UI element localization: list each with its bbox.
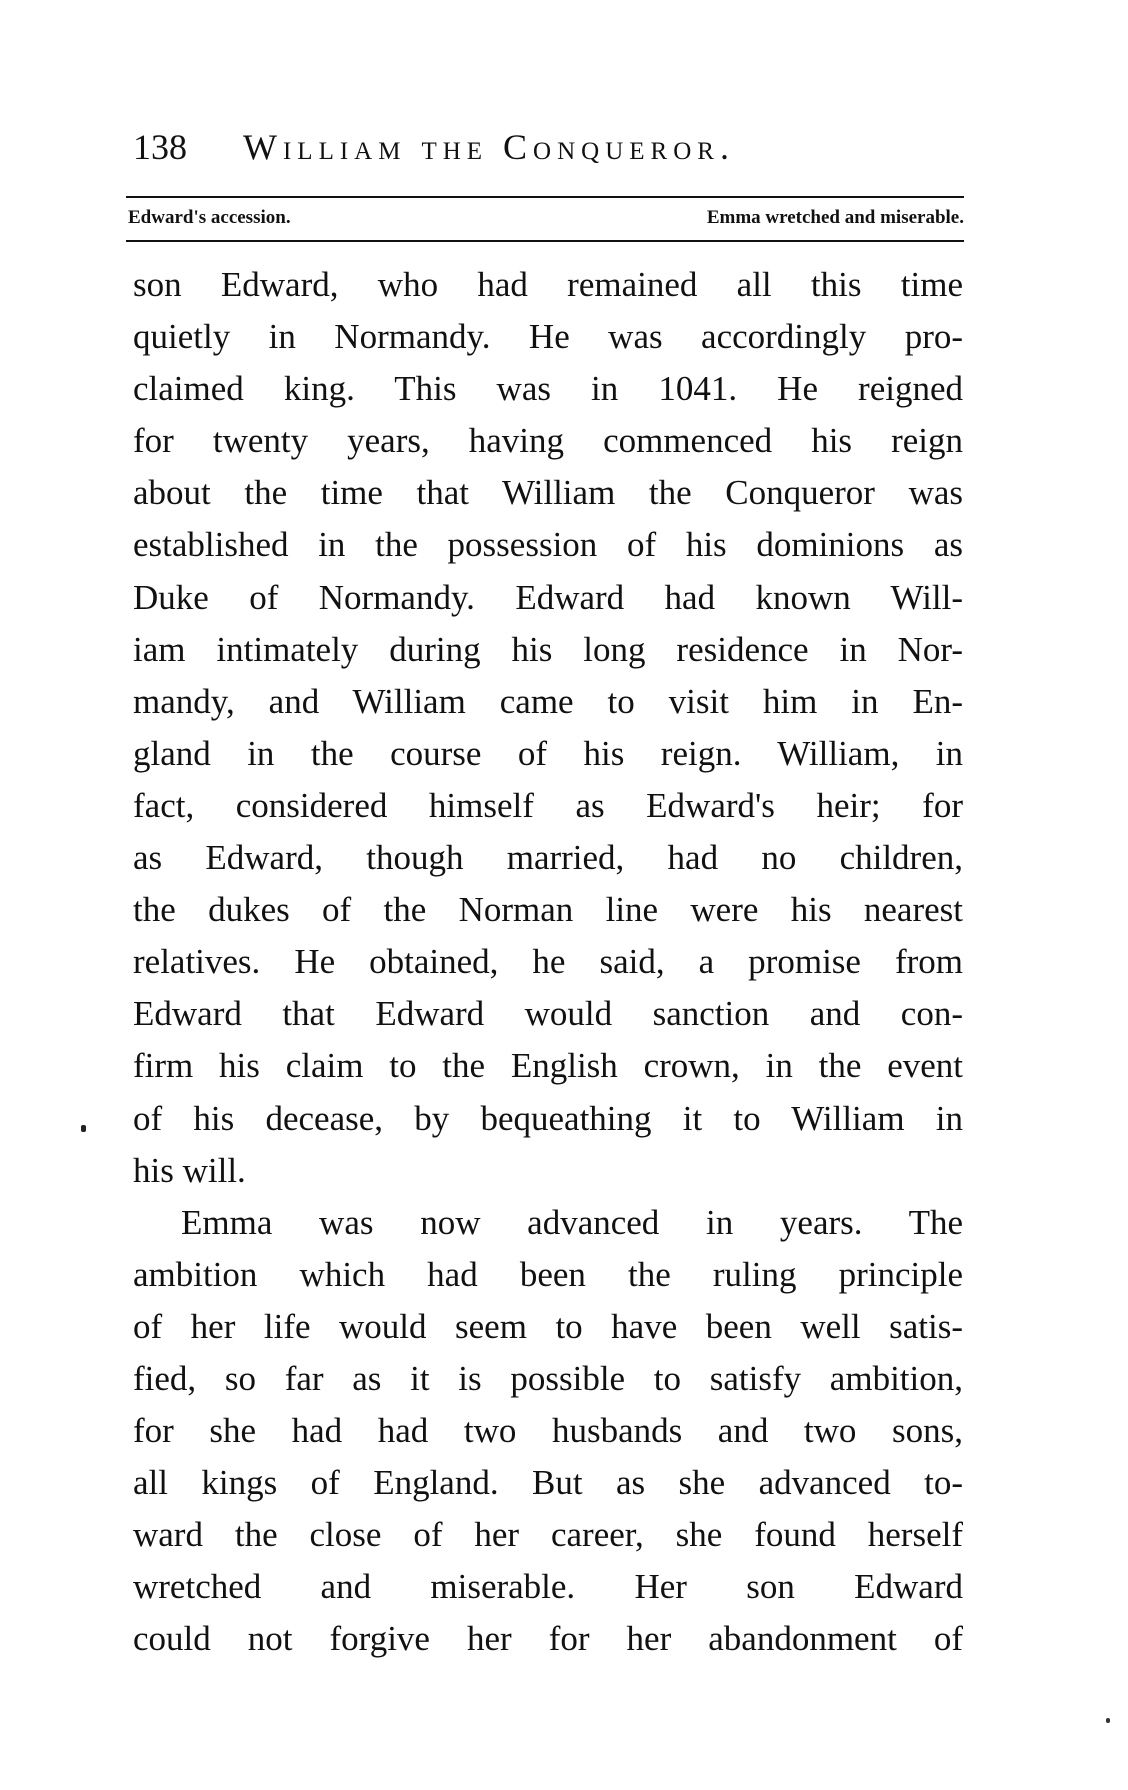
text-line: could not forgive her for her abandonment of [133,1619,963,1659]
text-line: relatives. He obtained, he said, a promise from [133,942,963,982]
text-line: about the time that William the Conqueror was [133,473,963,513]
text-line: Edward that Edward would sanction and con- [133,994,963,1034]
side-headings [128,200,964,236]
text-line: firm his claim to the English crown, in the event [133,1046,963,1086]
text-line: quietly in Normandy. He was accordingly pro- [133,317,963,357]
text-line: ward the close of her career, she found herself [133,1515,963,1555]
text-line: of her life would seem to have been well satis- [133,1306,963,1346]
text-line: iam intimately during his long residence in Nor- [133,629,963,669]
text-line: as Edward, though married, had no children, [133,838,963,878]
text-line: claimed king. This was in 1041. He reigned [133,369,963,409]
text-line: the dukes of the Norman line were his nearest [133,890,963,930]
text-line: ambition which had been the ruling principle [133,1254,963,1294]
text-line: for she had had two husbands and two sons, [133,1411,963,1451]
text-line: established in the possession of his dominions as [133,525,963,565]
text-line: mandy, and William came to visit him in En- [133,681,963,721]
body-text [133,259,963,1666]
book-title: William the Conqueror. [243,127,735,167]
paragraph-start-line: Emma was now advanced in years. The [181,1202,963,1242]
margin-speck [1106,1718,1110,1723]
text-line: Duke of Normandy. Edward had known Will- [133,577,963,617]
margin-speck [81,1125,86,1132]
text-line: gland in the course of his reign. William, in [133,733,963,773]
header-rule-bottom [126,240,964,242]
side-heading-right: Emma wretched and miserable. [706,207,964,228]
text-line: fact, considered himself as Edward's heir; for [133,785,963,825]
text-line: all kings of England. But as she advanced to- [133,1463,963,1503]
paragraph-end-line: his will. [133,1150,246,1190]
text-line: fied, so far as it is possible to satisfy ambition, [133,1358,963,1398]
text-line: of his decease, by bequeathing it to William in [133,1098,963,1138]
header-rule-top [126,196,964,198]
text-line: wretched and miserable. Her son Edward [133,1567,963,1607]
running-head [133,122,963,172]
text-line: for twenty years, having commenced his reign [133,421,963,461]
text-line: son Edward, who had remained all this time [133,265,963,304]
side-heading-left: Edward's accession. [128,207,291,228]
page-number: 138 [133,127,187,167]
